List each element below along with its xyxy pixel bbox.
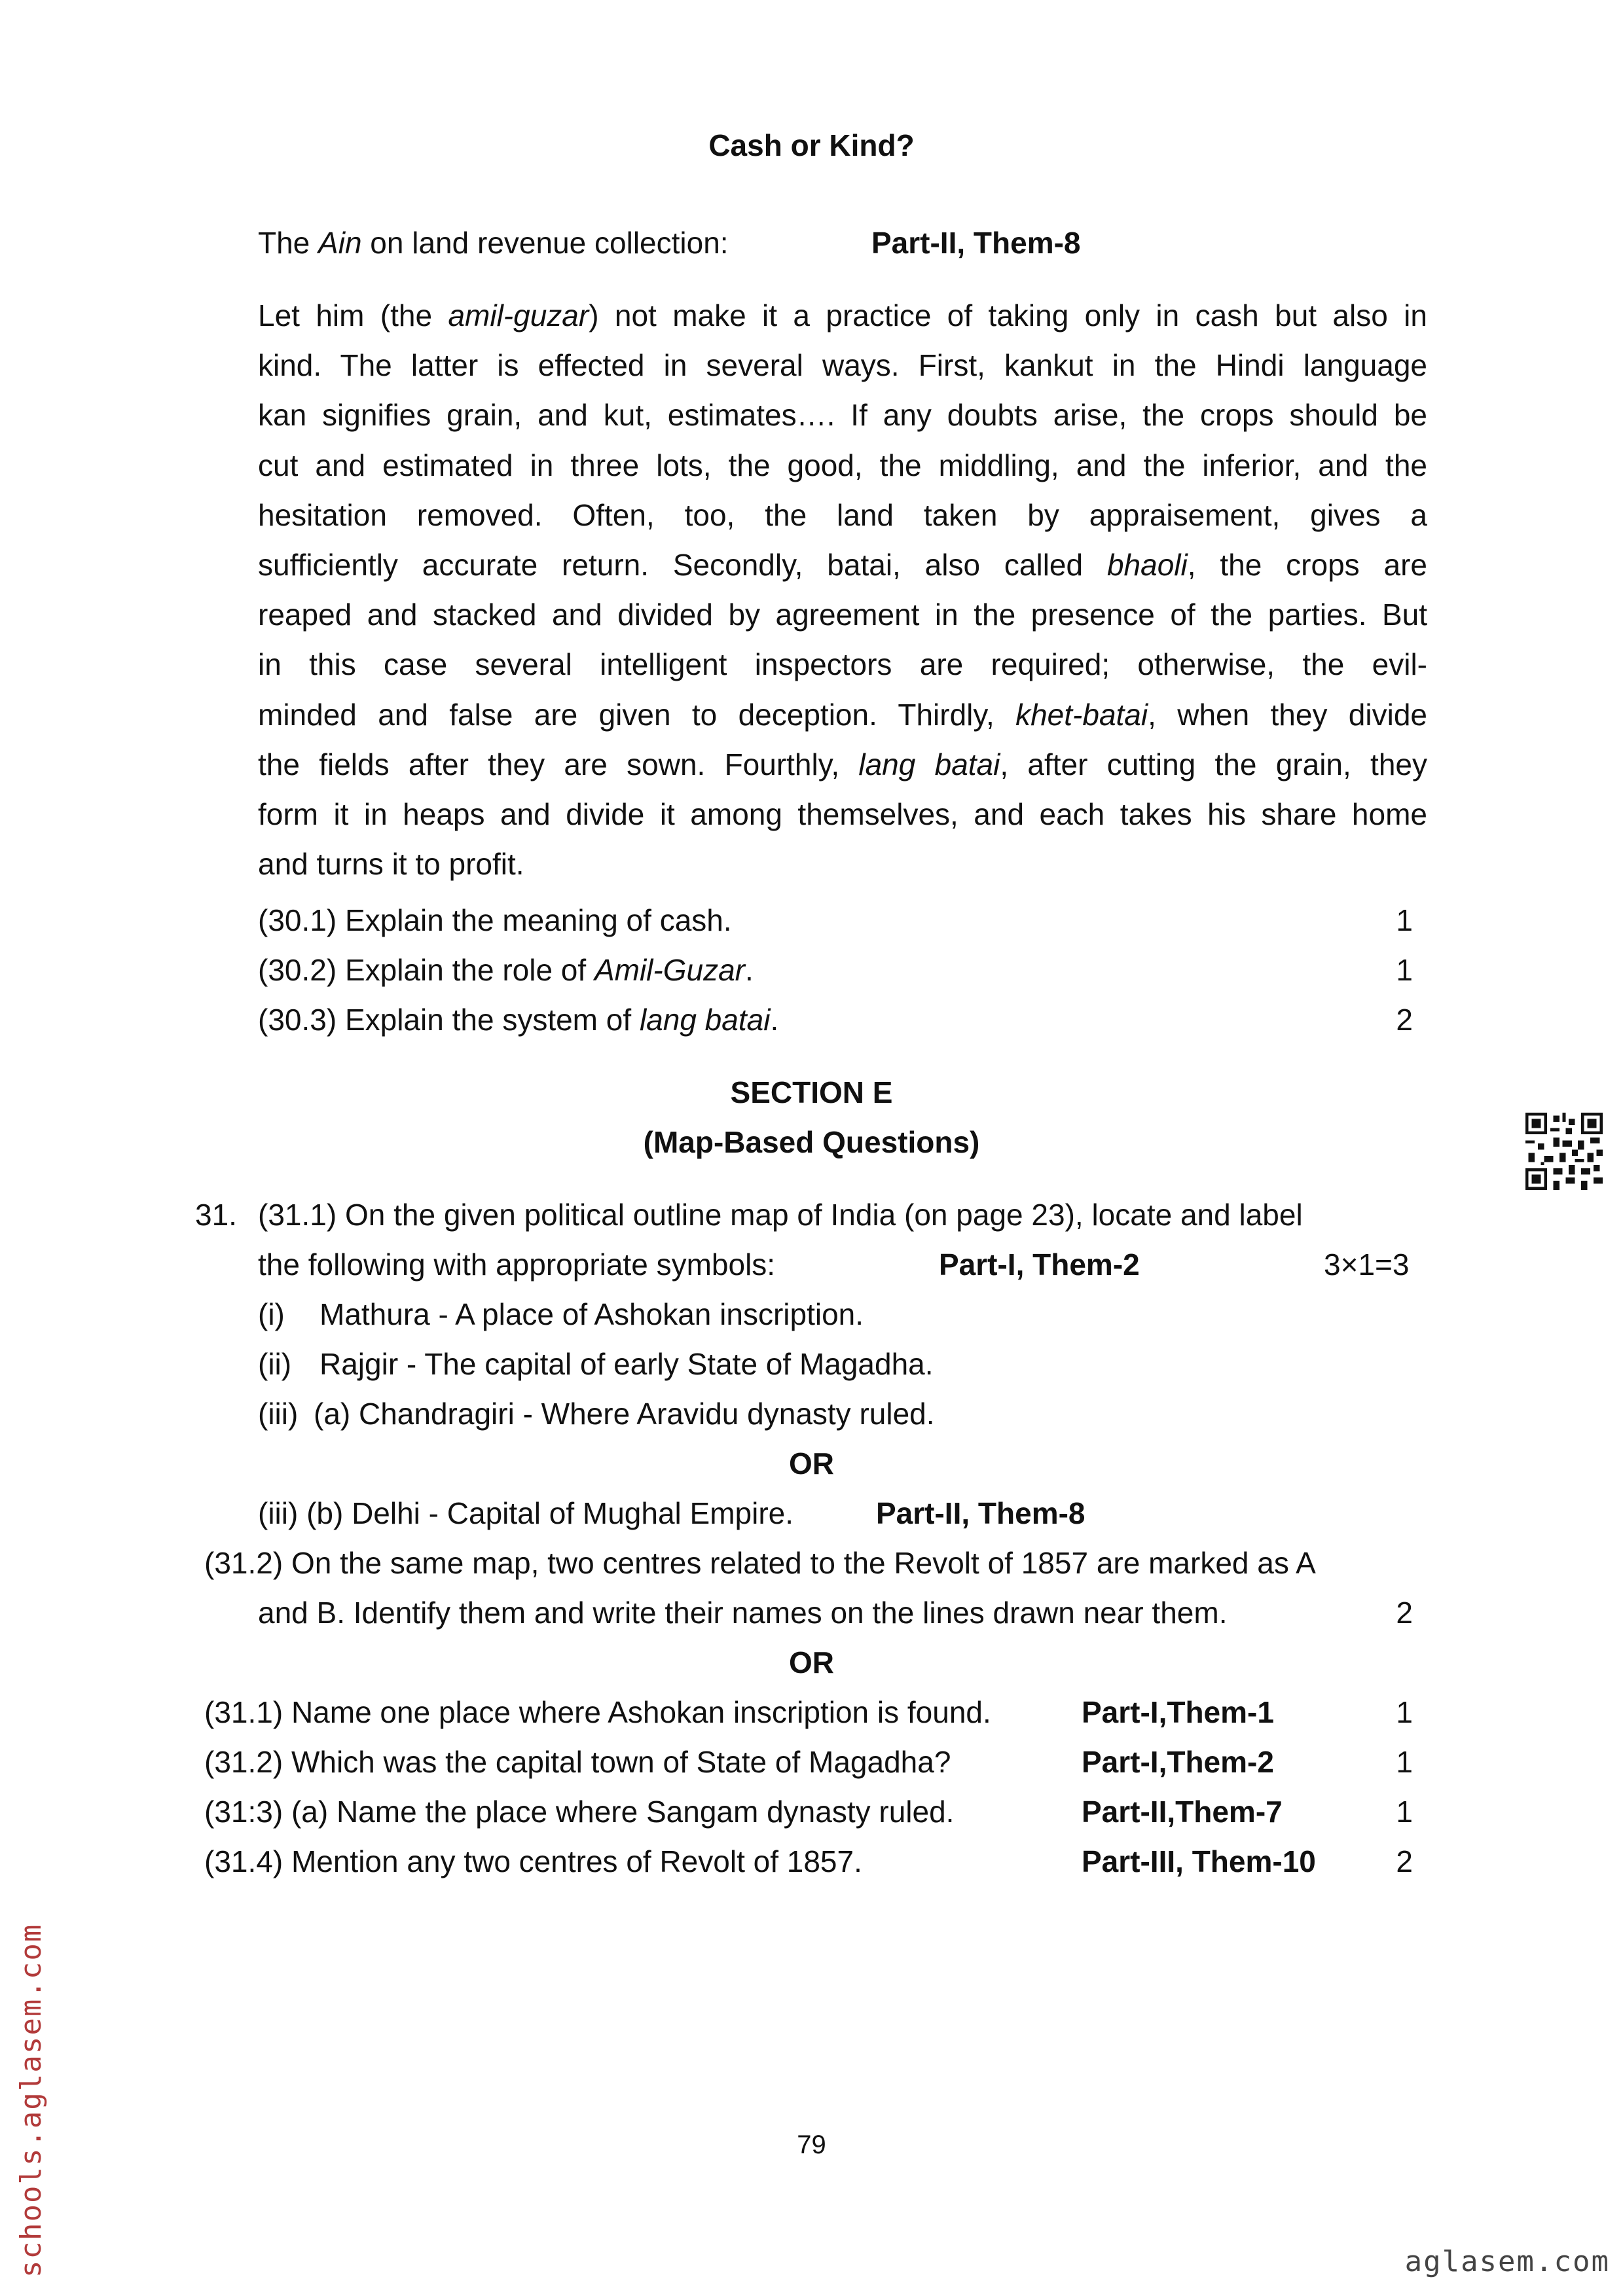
section-title: SECTION E (730, 1075, 893, 1109)
question-31-1-marks: 3×1=3 (1324, 1247, 1410, 1282)
passage-text: , the crops are (1187, 547, 1427, 582)
passage-line (258, 740, 1427, 789)
source-passage (258, 291, 1427, 889)
question-31-1-line1: (31.1) On the given political outline map of India (on page 23), locate and label (258, 1198, 1303, 1232)
source-suffix: on land revenue collection: (361, 226, 729, 260)
passage-text: sufficiently accurate return. Secondly, batai, also called (258, 547, 1107, 582)
question-31-2-line1: (31.2) On the same map, two centres related to the Revolt of 1857 are marked as A (204, 1546, 1316, 1580)
alt-question-31-3-reference: Part-II,Them-7 (1082, 1795, 1283, 1829)
alt-question-31-2: (31.2) Which was the capital town of State of Magadha? (204, 1745, 951, 1779)
passage-text: , after cutting the grain, they (1000, 747, 1428, 781)
passage-line (258, 390, 1427, 440)
passage-text: the fields after they are sown. Fourthly, (258, 747, 859, 781)
question-30-2-marks: 1 (1396, 953, 1413, 987)
passage-text: hesitation removed. Often, too, the land taken by appraisement, gives a (258, 497, 1427, 532)
passage-italic-term: khet-batai (1015, 697, 1148, 732)
alt-question-31-1: (31.1) Name one place where Ashokan inscription is found. (204, 1695, 991, 1729)
passage-line (258, 690, 1427, 740)
question-30-3-marks: 2 (1396, 1003, 1413, 1037)
passage-text: Let him (the (258, 298, 448, 332)
passage-text: kind. The latter is effected in several ways. First, kankut in the Hindi language (258, 348, 1427, 383)
map-item-i: Mathura - A place of Ashokan inscription. (319, 1297, 864, 1331)
passage-text: form it in heaps and divide it among themselves, and each takes his share home (258, 797, 1427, 831)
passage-line (258, 440, 1427, 490)
map-item-i-number: (i) (258, 1297, 285, 1331)
section-subtitle: (Map-Based Questions) (643, 1125, 980, 1159)
source-italic: Ain (318, 226, 362, 260)
source-line (258, 225, 729, 260)
watermark-right: aglasem.com (1404, 2245, 1610, 2278)
page-number: 79 (797, 2130, 826, 2159)
passage-text: , when they divide (1148, 697, 1427, 732)
passage-text: kan signifies grain, and kut, estimates…. If any doubts arise, the crops should be (258, 398, 1427, 433)
qr-code-icon (1525, 1113, 1603, 1190)
alt-question-31-1-reference: Part-I,Them-1 (1082, 1695, 1274, 1729)
question-30-2: (30.2) Explain the role of Amil-Guzar. (258, 953, 754, 987)
passage-text: cut and estimated in three lots, the good, the middling, and the inferior, and the (258, 448, 1427, 482)
alt-question-31-1-marks: 1 (1396, 1695, 1413, 1729)
alt-question-31-2-marks: 1 (1396, 1745, 1413, 1779)
map-item-ii-number: (ii) (258, 1347, 292, 1381)
map-item-iii-a: (a) Chandragiri - Where Aravidu dynasty ruled. (314, 1397, 935, 1431)
passage-text: reaped and stacked and divided by agreement in the presence of the parties. But (258, 598, 1427, 632)
passage-line (258, 590, 1427, 639)
passage-line (258, 789, 1427, 839)
passage-text: ) not make it a practice of taking only in cash but also in (589, 298, 1427, 332)
alt-question-31-4-marks: 2 (1396, 1844, 1413, 1878)
map-item-iii-b: (iii) (b) Delhi - Capital of Mughal Empire. (258, 1496, 794, 1530)
or-divider-1: OR (789, 1446, 834, 1480)
passage-italic-term: amil-guzar (448, 298, 589, 332)
page-heading: Cash or Kind? (708, 128, 915, 162)
passage-text: in this case several intelligent inspectors are required; otherwise, the evil- (258, 647, 1427, 682)
passage-line (258, 639, 1427, 689)
map-item-ii: Rajgir - The capital of early State of Magadha. (319, 1347, 934, 1381)
question-31-number: 31. (195, 1198, 237, 1232)
alt-question-31-4-reference: Part-III, Them-10 (1082, 1844, 1316, 1878)
alt-question-31-3: (31:3) (a) Name the place where Sangam dynasty ruled. (204, 1795, 955, 1829)
question-30-3: (30.3) Explain the system of lang batai. (258, 1003, 779, 1037)
question-31-1-reference: Part-I, Them-2 (939, 1247, 1140, 1282)
question-30-1: (30.1) Explain the meaning of cash. (258, 903, 732, 937)
question-31-2-line2: and B. Identify them and write their names on the lines drawn near them. (258, 1596, 1228, 1630)
passage-italic-term: bhaoli (1106, 547, 1188, 582)
question-30-1-marks: 1 (1396, 903, 1413, 937)
passage-line (258, 291, 1427, 340)
source-prefix: The (258, 226, 319, 260)
passage-line (258, 490, 1427, 540)
question-31-1-line2: the following with appropriate symbols: (258, 1247, 776, 1282)
passage-text: and turns it to profit. (258, 847, 524, 882)
or-divider-2: OR (789, 1645, 834, 1679)
passage-text: minded and false are given to deception. Thirdly, (258, 697, 1016, 732)
map-item-iii-b-reference: Part-II, Them-8 (876, 1496, 1085, 1530)
passage-italic-term: lang batai (858, 747, 1000, 781)
alt-question-31-2-reference: Part-I,Them-2 (1082, 1745, 1274, 1779)
passage-line (258, 540, 1427, 590)
question-31-2-marks: 2 (1396, 1596, 1413, 1630)
passage-line (258, 839, 1427, 889)
alt-question-31-4: (31.4) Mention any two centres of Revolt of 1857. (204, 1844, 862, 1878)
passage-line (258, 340, 1427, 390)
source-reference: Part-II, Them-8 (871, 226, 1081, 260)
alt-question-31-3-marks: 1 (1396, 1795, 1413, 1829)
map-item-iii-number: (iii) (258, 1397, 299, 1431)
watermark-left: schools.aglasem.com (14, 1923, 48, 2278)
